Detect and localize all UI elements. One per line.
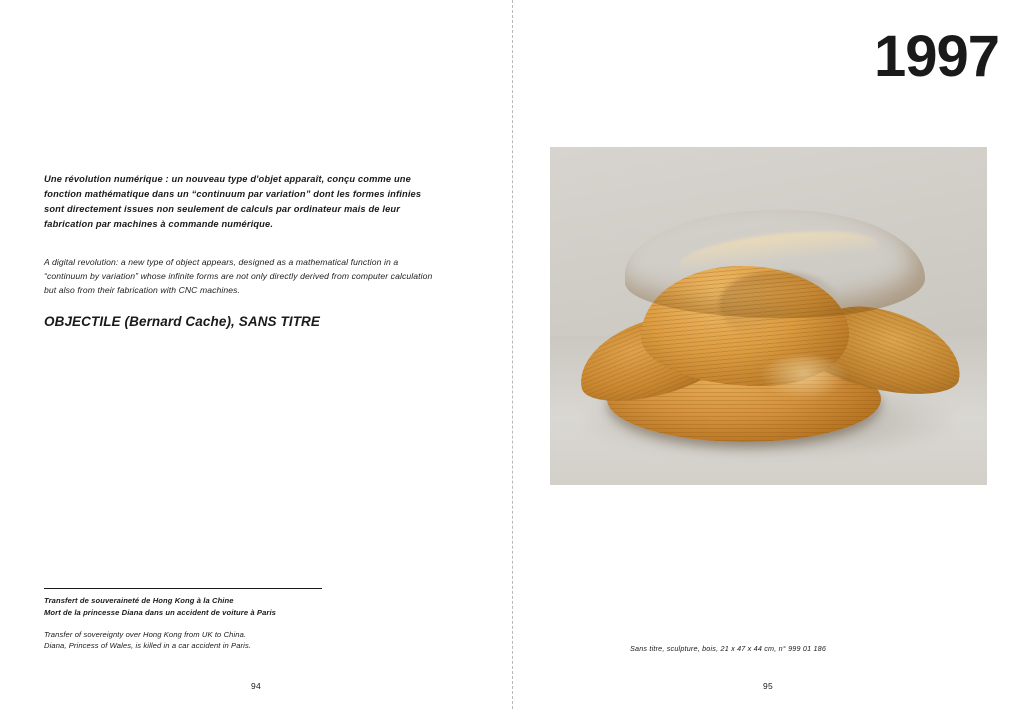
year-heading: 1997	[873, 24, 999, 89]
footnote-english	[44, 629, 344, 653]
sculpture-surface-highlight	[759, 356, 849, 400]
wooden-sculpture-shape	[569, 180, 969, 480]
right-page	[512, 0, 1024, 709]
footnote-english-line-1: Transfer of sovereignty over Hong Kong from UK to China.	[44, 629, 247, 639]
page-number-right: 95	[762, 681, 774, 691]
footnote-french	[44, 595, 344, 619]
page-number-left: 94	[250, 681, 262, 691]
intro-paragraph-english: A digital revolution: a new type of object appears, designed as a mathematical function in a “continuum by variation” whose infinite forms are not only directly derived from computer calculation but also from their fabrication with CNC machines.	[44, 257, 433, 295]
image-caption: Sans titre, sculpture, bois, 21 x 47 x 44 cm, n° 999 01 186	[630, 644, 827, 653]
footnote-french-line-1: Transfert de souveraineté de Hong Kong à la Chine	[44, 596, 234, 605]
work-title: OBJECTILE (Bernard Cache), SANS TITRE	[44, 314, 320, 329]
footnote-english-line-2: Diana, Princess of Wales, is killed in a car accident in Paris.	[44, 641, 252, 651]
footnote-block	[44, 588, 344, 652]
sculpture-photograph	[550, 147, 987, 485]
footnote-french-line-2: Mort de la princesse Diana dans un accident de voiture à Paris	[44, 607, 276, 617]
footnote-divider	[44, 588, 322, 589]
intro-paragraph-french: Une révolution numérique : un nouveau type d'objet apparaît, conçu comme une fonction mathématique dans un “continuum par variation” dont les formes infinies sont directement issues non seulement de calculs par ordinateur mais de leur fabrication par machines à commande numérique.	[44, 174, 422, 230]
